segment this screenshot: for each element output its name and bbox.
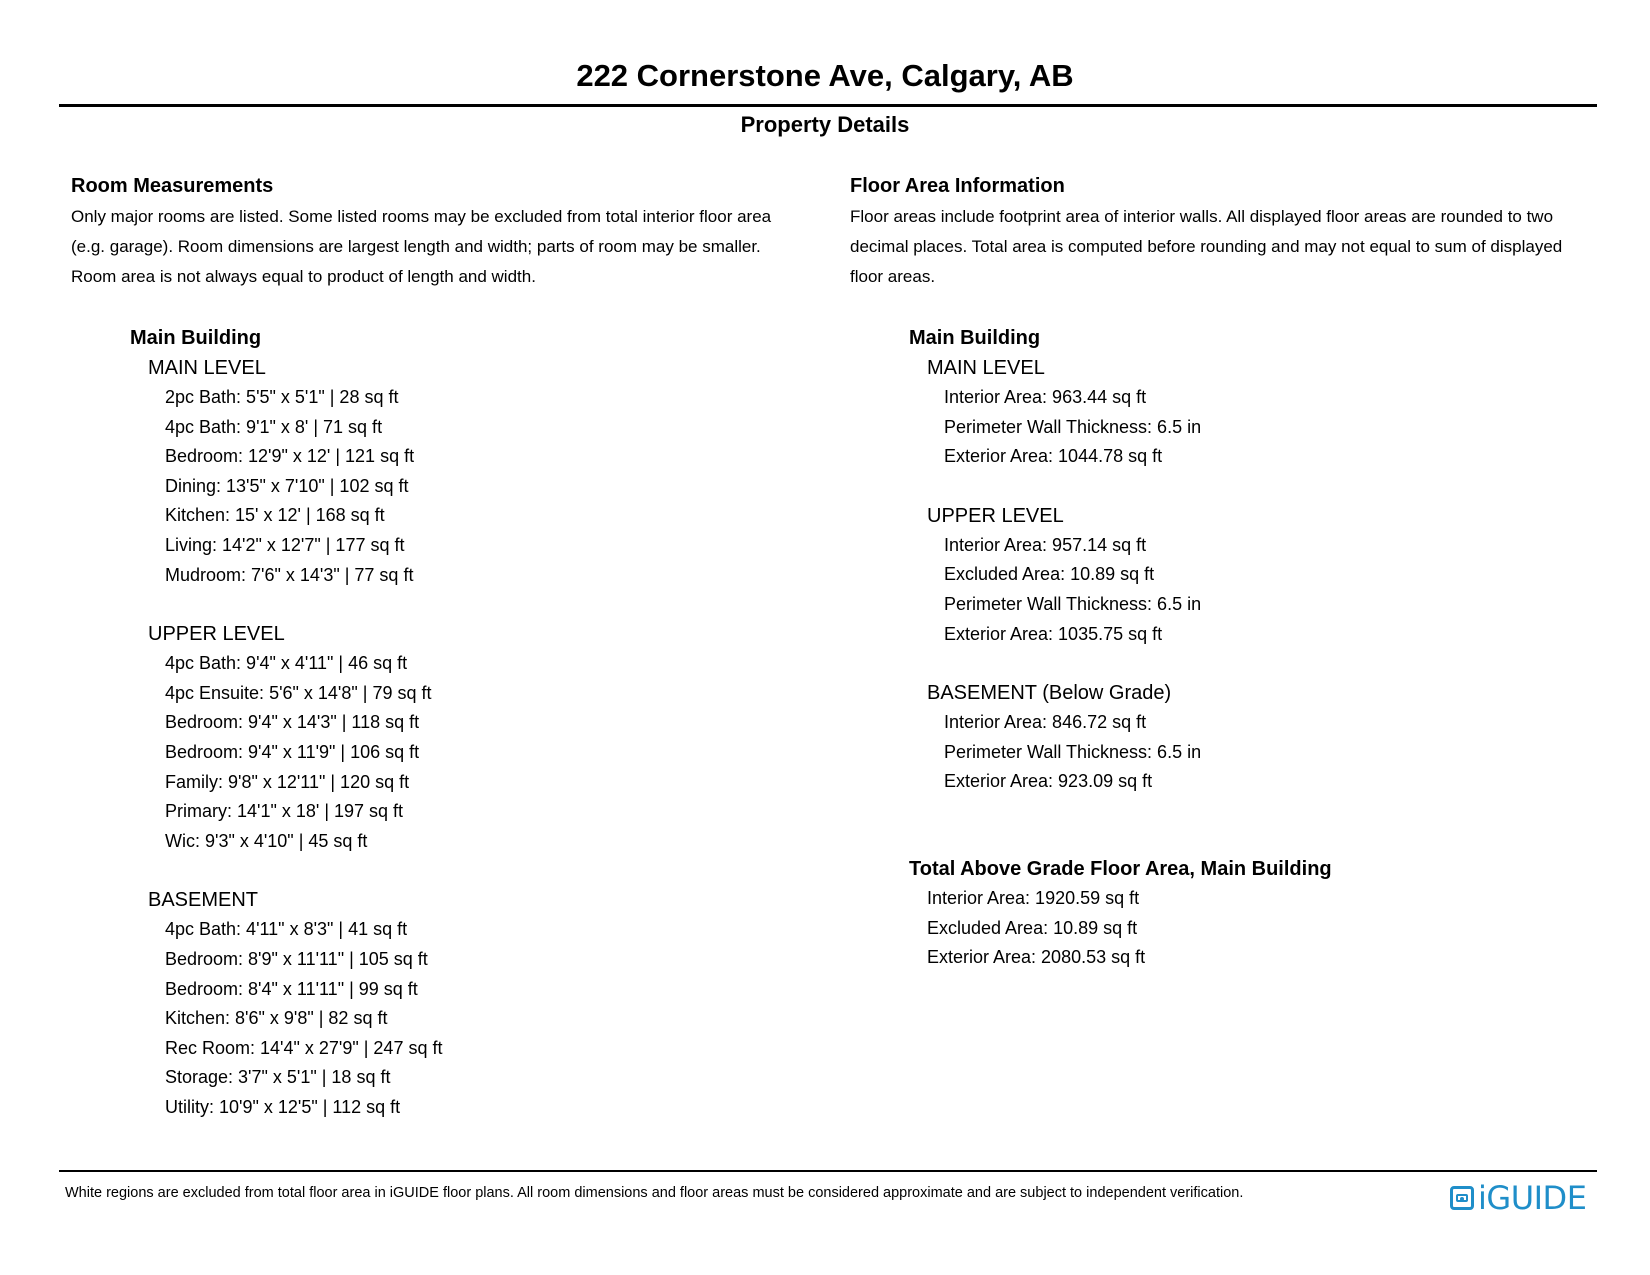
room-row: Wic: 9'3" x 4'10" | 45 sq ft (165, 830, 368, 851)
note-line: Only major rooms are listed. Some listed rooms may be excluded from total interior floor area (71, 207, 772, 226)
floor-area-heading: Floor Area Information (850, 175, 1065, 197)
note-line: Room area is not always equal to product of length and width. (71, 267, 536, 286)
floor-area-section (850, 172, 1620, 973)
note-line: Floor areas include footprint area of interior walls. All displayed floor areas are rounded to two (850, 207, 1554, 226)
room-row: Living: 14'2" x 12'7" | 177 sq ft (165, 534, 405, 555)
total-row: Interior Area: 1920.59 sq ft (927, 887, 1140, 908)
footer-divider (59, 1170, 1597, 1172)
total-row: Excluded Area: 10.89 sq ft (927, 917, 1138, 938)
area-row: Exterior Area: 1044.78 sq ft (944, 446, 1163, 467)
room-row: 4pc Bath: 4'11" x 8'3" | 41 sq ft (165, 919, 408, 940)
area-row: Interior Area: 963.44 sq ft (944, 387, 1147, 407)
room-row: Kitchen: 15' x 12' | 168 sq ft (165, 505, 385, 526)
room-measurements-note (71, 202, 831, 292)
note-line: decimal places. Total area is computed before rounding and may not equal to sum of displayed (850, 237, 1563, 256)
room-row: Kitchen: 8'6" x 9'8" | 82 sq ft (165, 1008, 388, 1029)
area-row: Perimeter Wall Thickness: 6.5 in (944, 593, 1202, 614)
room-row: Storage: 3'7" x 5'1" | 18 sq ft (165, 1067, 391, 1088)
level-heading: UPPER LEVEL (148, 623, 285, 646)
footer-disclaimer: White regions are excluded from total floor area in iGUIDE floor plans. All room dimensions and floor areas must be considered approximate and are subject to independent verification. (65, 1185, 1244, 1201)
room-row: 4pc Bath: 9'1" x 8' | 71 sq ft (165, 416, 383, 437)
page-subtitle: Property Details (740, 112, 910, 137)
level-heading: UPPER LEVEL (927, 504, 1064, 527)
area-row: Perimeter Wall Thickness: 6.5 in (944, 741, 1202, 762)
building-heading: Main Building (130, 327, 262, 349)
building-heading: Main Building (909, 327, 1041, 349)
note-line: floor areas. (850, 267, 936, 286)
total-row: Exterior Area: 2080.53 sq ft (927, 947, 1146, 968)
room-measurements-section (71, 172, 831, 1122)
page-title: 222 Cornerstone Ave, Calgary, AB (576, 58, 1074, 93)
camera-frame-icon (1450, 1186, 1474, 1210)
room-row: Dining: 13'5" x 7'10" | 102 sq ft (165, 475, 409, 496)
note-line: (e.g. garage). Room dimensions are largest length and width; parts of room may be smaller. (71, 237, 761, 256)
iguide-logo (1450, 1181, 1586, 1215)
room-row: Bedroom: 8'9" x 11'11" | 105 sq ft (165, 948, 428, 969)
room-row: Rec Room: 14'4" x 27'9" | 247 sq ft (165, 1037, 443, 1058)
area-row: Interior Area: 846.72 sq ft (944, 712, 1147, 733)
room-row: 4pc Ensuite: 5'6" x 14'8" | 79 sq ft (165, 682, 432, 703)
area-row: Excluded Area: 10.89 sq ft (944, 564, 1155, 585)
room-row: 2pc Bath: 5'5" x 5'1" | 28 sq ft (165, 387, 399, 407)
level-heading: MAIN LEVEL (927, 357, 1045, 379)
room-row: Bedroom: 9'4" x 14'3" | 118 sq ft (165, 712, 420, 733)
room-row: Bedroom: 8'4" x 11'11" | 99 sq ft (165, 978, 418, 999)
room-row: Family: 9'8" x 12'11" | 120 sq ft (165, 771, 410, 792)
total-heading: Total Above Grade Floor Area, Main Building (909, 857, 1332, 880)
area-row: Exterior Area: 923.09 sq ft (944, 771, 1153, 792)
area-row: Perimeter Wall Thickness: 6.5 in (944, 416, 1202, 437)
room-measurements-heading: Room Measurements (71, 175, 274, 197)
logo-text: iGUIDE (1478, 1179, 1587, 1217)
area-row: Interior Area: 957.14 sq ft (944, 534, 1147, 555)
level-heading: BASEMENT (Below Grade) (927, 682, 1172, 705)
floor-area-note (850, 202, 1620, 292)
room-row: Primary: 14'1" x 18' | 197 sq ft (165, 801, 404, 822)
room-row: 4pc Bath: 9'4" x 4'11" | 46 sq ft (165, 653, 408, 674)
room-row: Bedroom: 12'9" x 12' | 121 sq ft (165, 446, 415, 467)
room-row: Mudroom: 7'6" x 14'3" | 77 sq ft (165, 564, 414, 585)
level-heading: BASEMENT (148, 889, 259, 912)
room-row: Bedroom: 9'4" x 11'9" | 106 sq ft (165, 741, 420, 762)
area-row: Exterior Area: 1035.75 sq ft (944, 623, 1163, 644)
room-row: Utility: 10'9" x 12'5" | 112 sq ft (165, 1096, 401, 1117)
header-divider (59, 104, 1597, 107)
level-heading: MAIN LEVEL (148, 357, 266, 379)
